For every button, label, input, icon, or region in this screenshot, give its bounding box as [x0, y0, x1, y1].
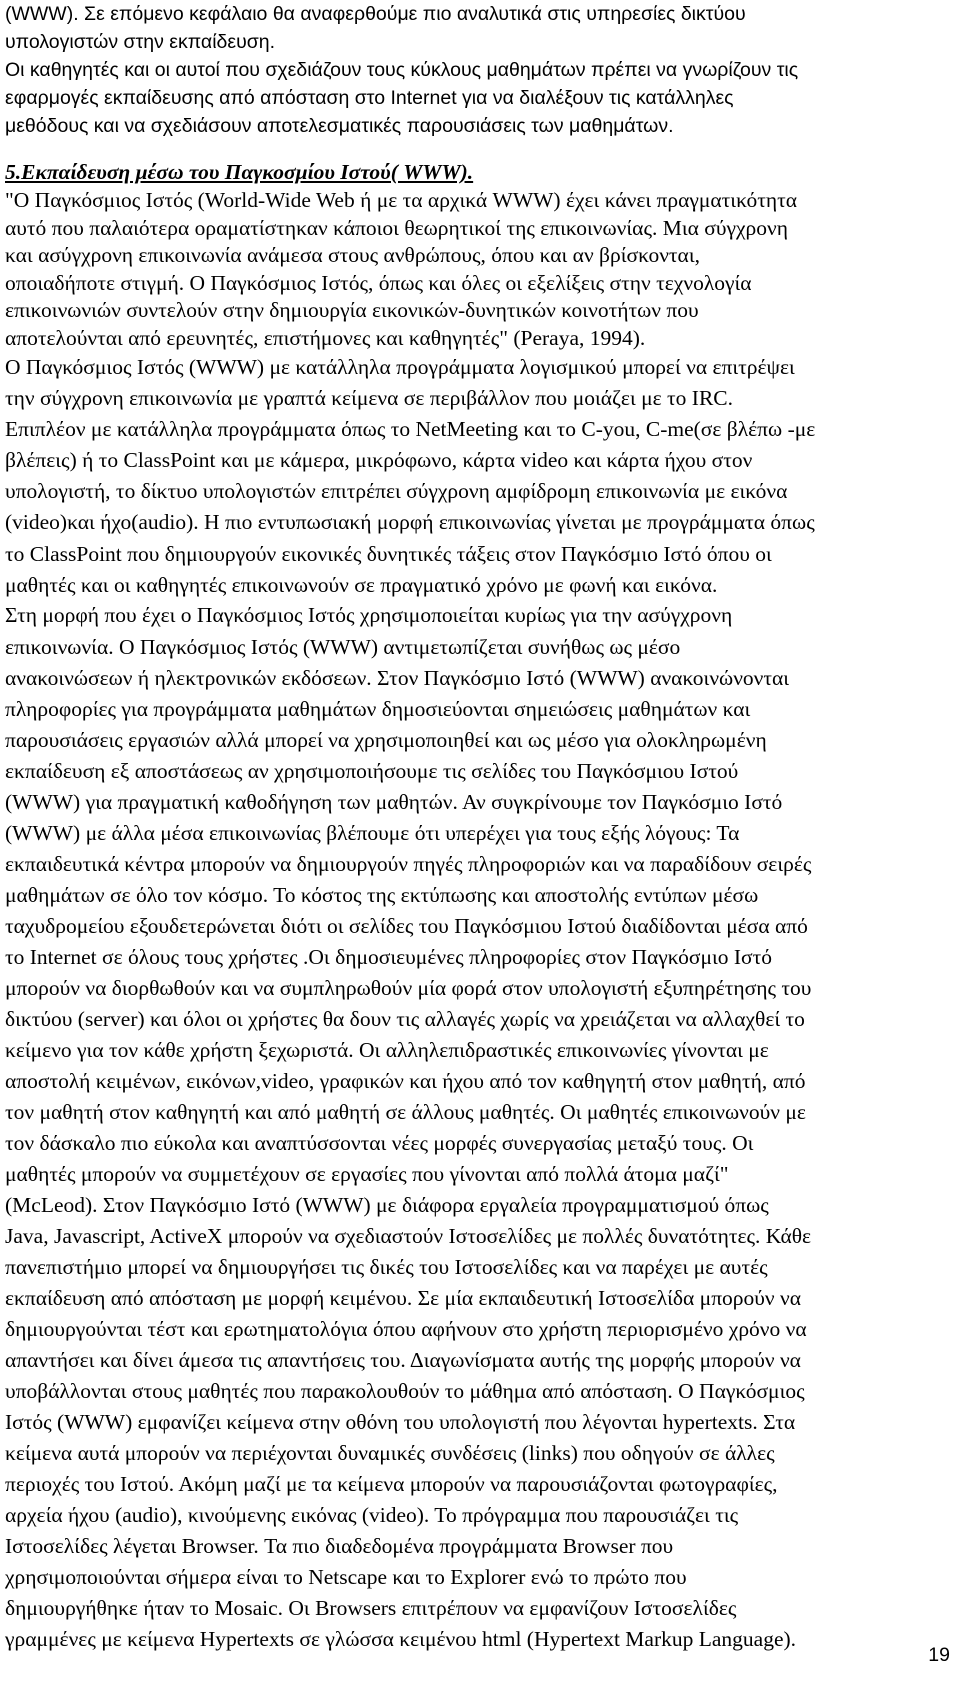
body-line: υπολογιστή, το δίκτυο υπολογιστών επιτρέπει σύγχρονη αμφίδρομη επικοινωνία με εικόνα — [5, 479, 788, 503]
intro-line: Οι καθηγητές και οι αυτοί που σχεδιάζουν τους κύκλους μαθημάτων πρέπει να γνωρίζουν τις — [5, 59, 799, 81]
intro-line: μεθόδους και να σχεδιάσουν αποτελεσματικές παρουσιάσεις των μαθημάτων. — [5, 115, 674, 137]
body-line: κείμενα αυτά μπορούν να περιέχονται δυναμικές συνδέσεις (links) που οδηγούν σε άλλες — [5, 1441, 775, 1465]
body-line: Ο Παγκόσμιος Ιστός (WWW) με κατάλληλα προγράμματα λογισμικού μπορεί να επιτρέψει — [5, 355, 795, 379]
body-line: παρουσιάσεις εργασιών αλλά μπορεί να χρησιμοποιηθεί και ως μέσο για ολοκληρωμένη — [5, 728, 767, 752]
body-line: ταχυδρομείου εξουδετερώνεται διότι οι σελίδες του Παγκόσμιου Ιστού διαδίδονται μέσα από — [5, 914, 808, 938]
body-line: μαθητές μπορούν να συμμετέχουν σε εργασίες που γίνονται από πολλά άτομα μαζί" — [5, 1162, 729, 1186]
body-line: δικτύου (server) και όλοι οι χρήστες θα δουν τις αλλαγές χωρίς να χρειάζεται να αλλαχθεί το — [5, 1007, 805, 1031]
body-line: μπορούν να διορθωθούν και να συμπληρωθούν μία φορά στον υπολογιστή εξυπηρέτησης του — [5, 976, 812, 1000]
body-line: τον δάσκαλο πιο εύκολα και αναπτύσσονται νέες μορφές συνεργασίας μεταξύ τους. Οι — [5, 1131, 754, 1155]
body-line: υποβάλλονται στους μαθητές που παρακολουθούν το μάθημα από απόσταση. Ο Παγκόσμιος — [5, 1379, 805, 1403]
body-line: αποστολή κειμένων, εικόνων,video, γραφικών και ήχου από τον καθηγητή στον μαθητή, από — [5, 1069, 806, 1093]
body-line: μαθητές και οι καθηγητές επικοινωνούν σε πραγματικό χρόνο με φωνή και εικόνα. — [5, 573, 718, 597]
body-line: κείμενο για τον κάθε χρήστη ξεχωριστά. Οι αλληλεπιδραστικές επικοινωνίες γίνονται με — [5, 1038, 769, 1062]
body-line: Java, Javascript, ActiveX μπορούν να σχεδιαστούν Ιστοσελίδες με πολλές δυνατότητες. Κάθε — [5, 1224, 812, 1248]
body-line: αρχεία ήχου (audio), κινούμενης εικόνας (video). Το πρόγραμμα που παρουσιάζει τις — [5, 1503, 739, 1527]
section-heading: 5.Εκπαίδευση μέσω του Παγκοσμίου Ιστού( WWW). — [5, 160, 474, 184]
intro-line: υπολογιστών στην εκπαίδευση. — [5, 31, 276, 53]
body-line: απαντήσει και δίνει άμεσα τις απαντήσεις του. Διαγωνίσματα αυτής της μορφής μπορούν να — [5, 1348, 801, 1372]
intro-line: (WWW). Σε επόμενο κεφάλαιο θα αναφερθούμε πιο αναλυτικά στις υπηρεσίες δικτύου — [5, 3, 746, 25]
body-line: Επιπλέον με κατάλληλα προγράμματα όπως το NetMeeting και το C-you, C-me(σε βλέπω -με — [5, 417, 816, 441]
body-line: γραμμένες με κείμενα Hypertexts σε γλώσσα κειμένου html (Hypertext Markup Language). — [5, 1627, 797, 1651]
intro-line: εφαρμογές εκπαίδευσης από απόσταση στο Internet για να διαλέξουν τις κατάλληλες — [5, 87, 734, 109]
body-line: Στη μορφή που έχει ο Παγκόσμιος Ιστός χρησιμοποιείται κυρίως για την ασύγχρονη — [5, 603, 733, 627]
body-line: οποιαδήποτε στιγμή. Ο Παγκόσμιος Ιστός, όπως και όλες οι εξελίξεις στην τεχνολογία — [5, 271, 752, 295]
body-line: πανεπιστήμιο μπορεί να δημιουργήσει τις δικές του Ιστοσελίδες και να παρέχει με αυτές — [5, 1255, 768, 1279]
body-line: εκπαιδευτικά κέντρα μπορούν να δημιουργούν πηγές πληροφοριών και να παραδίδουν σειρές — [5, 852, 812, 876]
body-line: εκπαίδευση εξ αποστάσεως αν χρησιμοποιήσουμε τις σελίδες του Παγκόσμιου Ιστού — [5, 759, 739, 783]
body-line: αυτό που παλαιότερα οραματίστηκαν κάποιοι θεωρητικοί της επικοινωνίας. Μια σύγχρονη — [5, 216, 788, 240]
body-line: περιοχές του Ιστού. Ακόμη μαζί με τα κείμενα μπορούν να παρουσιάζονται φωτογραφίες, — [5, 1472, 778, 1496]
body-line: επικοινωνία. Ο Παγκόσμιος Ιστός (WWW) αντιμετωπίζεται συνήθως ως μέσο — [5, 635, 681, 659]
body-line: αποτελούνται από ερευνητές, επιστήμονες και καθηγητές" (Peraya, 1994). — [5, 326, 646, 350]
body-line: ανακοινώσεων ή ηλεκτρονικών εκδόσεων. Στον Παγκόσμιο Ιστό (WWW) ανακοινώνονται — [5, 666, 790, 690]
body-line: το ClassPoint που δημιουργούν εικονικές δυνητικές τάξεις στον Παγκόσμιο Ιστό όπου οι — [5, 542, 772, 566]
body-line: χρησιμοποιούνται σήμερα είναι το Netscape και το Explorer ενώ το πρώτο που — [5, 1565, 687, 1589]
body-line: τον μαθητή στον καθηγητή και από μαθητή σε άλλους μαθητές. Οι μαθητές επικοινωνούν με — [5, 1100, 806, 1124]
body-line: Ιστός (WWW) εμφανίζει κείμενα στην οθόνη του υπολογιστή που λέγονται hypertexts. Στα — [5, 1410, 796, 1434]
body-line: την σύγχρονη επικοινωνία με γραπτά κείμενα σε περιβάλλον που μοιάζει με το IRC. — [5, 386, 734, 410]
body-line: εκπαίδευση από απόσταση με μορφή κειμένου. Σε μία εκπαιδευτική Ιστοσελίδα μπορούν να — [5, 1286, 802, 1310]
body-line: "Ο Παγκόσμιος Ιστός (World-Wide Web ή με τα αρχικά WWW) έχει κάνει πραγματικότητα — [5, 188, 797, 212]
body-line: δημιουργήθηκε ήταν το Mosaic. Οι Browsers επιτρέπουν να εμφανίζουν Ιστοσελίδες — [5, 1596, 737, 1620]
body-line: επικοινωνιών συντελούν στην δημιουργία εικονικών-δυνητικών κοινοτήτων που — [5, 298, 699, 322]
body-line: (WWW) για πραγματική καθοδήγηση των μαθητών. Αν συγκρίνουμε τον Παγκόσμιο Ιστό — [5, 790, 783, 814]
body-line: (McLeod). Στον Παγκόσμιο Ιστό (WWW) με διάφορα εργαλεία προγραμματισμού όπως — [5, 1193, 769, 1217]
body-line: και ασύγχρονη επικοινωνία ανάμεσα στους ανθρώπους, όπου και αν βρίσκονται, — [5, 243, 700, 267]
body-line: μαθημάτων σε όλο τον κόσμο. Το κόστος της εκτύπωσης και αποστολής εντύπων μέσω — [5, 883, 759, 907]
body-line: Ιστοσελίδες λέγεται Browser. Τα πιο διαδεδομένα προγράμματα Browser που — [5, 1534, 674, 1558]
body-line: πληροφορίες για προγράμματα μαθημάτων δημοσιεύονται σημειώσεις μαθημάτων και — [5, 697, 751, 721]
body-line: βλέπεις) ή το ClassPoint και με κάμερα, μικρόφωνο, κάρτα video και κάρτα ήχου στον — [5, 448, 753, 472]
body-line: (WWW) με άλλα μέσα επικοινωνίας βλέπουμε ότι υπερέχει για τους εξής λόγους: Τα — [5, 821, 740, 845]
body-line: (video)και ήχο(audio). Η πιο εντυπωσιακή μορφή επικοινωνίας γίνεται με προγράμματα όπως — [5, 510, 815, 534]
body-line: δημιουργούνται τέστ και ερωτηματολόγια όπου αφήνουν στο χρήστη περιορισμένο χρόνο να — [5, 1317, 807, 1341]
body-line: το Internet σε όλους τους χρήστες .Οι δημοσιευμένες πληροφορίες στον Παγκόσμιο Ιστό — [5, 945, 773, 969]
page-number: 19 — [928, 1644, 950, 1666]
